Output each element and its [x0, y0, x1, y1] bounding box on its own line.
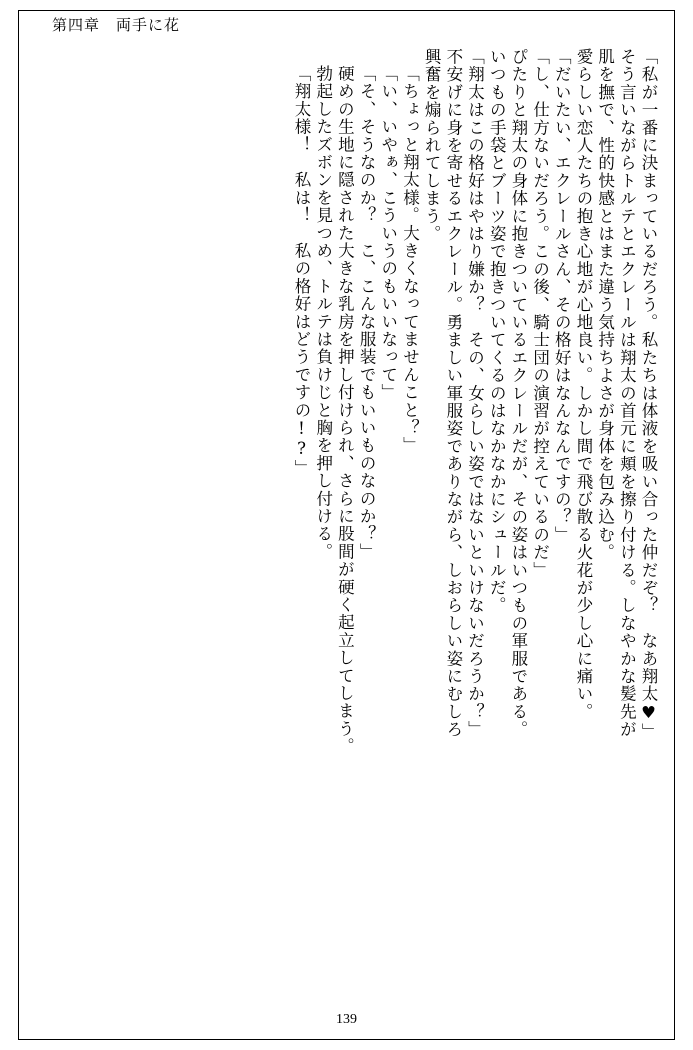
text-line: 「い、いやぁ、こういうのもいいなって」: [378, 65, 398, 402]
text-line: 「私が一番に決まっているだろう。私たちは体液を吸い合った仲だぞ？ なあ翔太♥」: [639, 48, 658, 741]
text-line: 「そ、そうなのか？ こ、こんな服装でもいいものなのか？」: [357, 65, 377, 561]
text-line: 肌を撫で、性的快感とはまた違う気持ちよさが身体を包み込む。: [595, 48, 615, 562]
body-text: [36, 48, 656, 998]
text-line: 「翔太様！ 私は！ 私の格好はどうですの!?」: [292, 65, 311, 478]
page-number: 139: [336, 1012, 357, 1027]
text-line: 「ちょっと翔太様。大きくなってませんこと？」: [400, 65, 420, 455]
text-line: 「翔太はこの格好はやはり嫌か？ その、女らしい姿ではないといけないだろうか？」: [465, 48, 485, 739]
chapter-title: 両手に花: [116, 16, 181, 34]
text-line: 不安げに身を寄せるエクレール。勇ましい軍服姿でありながら、しおらしい姿にむしろ: [443, 48, 463, 739]
text-line: ぴたりと翔太の身体に抱きついているエクレールだが、その姿はいつもの軍服である。: [508, 48, 528, 739]
text-line: 興奮を煽られてしまう。: [422, 48, 442, 243]
text-line: 愛らしい恋人たちの抱き心地が心地良い。しかし間で飛び散る火花が少し心に痛い。: [573, 48, 593, 721]
text-line: 「だいたい、エクレールさん、その格好はなんなんですの？」: [552, 48, 572, 544]
text-line: 勃起したズボンを見つめ、トルテは負けじと胸を押し付ける。: [313, 65, 333, 561]
chapter-header: [52, 14, 180, 35]
text-line: 「し、仕方ないだろう。この後、騎士団の演習が控えているのだ」: [530, 48, 550, 579]
text-line: 硬めの生地に隠された大きな乳房を押し付けられ、さらに股間が硬く起立してしまう。: [335, 65, 355, 756]
chapter-number: 第四章: [52, 16, 101, 34]
text-line: そう言いながらトルテとエクレールは翔太の首元に頬を擦り付ける。しなやかな髪先が: [617, 48, 637, 739]
text-line: いつもの手袋とブーツ姿で抱きついてくるのはなかなかにシュールだ。: [487, 48, 507, 615]
